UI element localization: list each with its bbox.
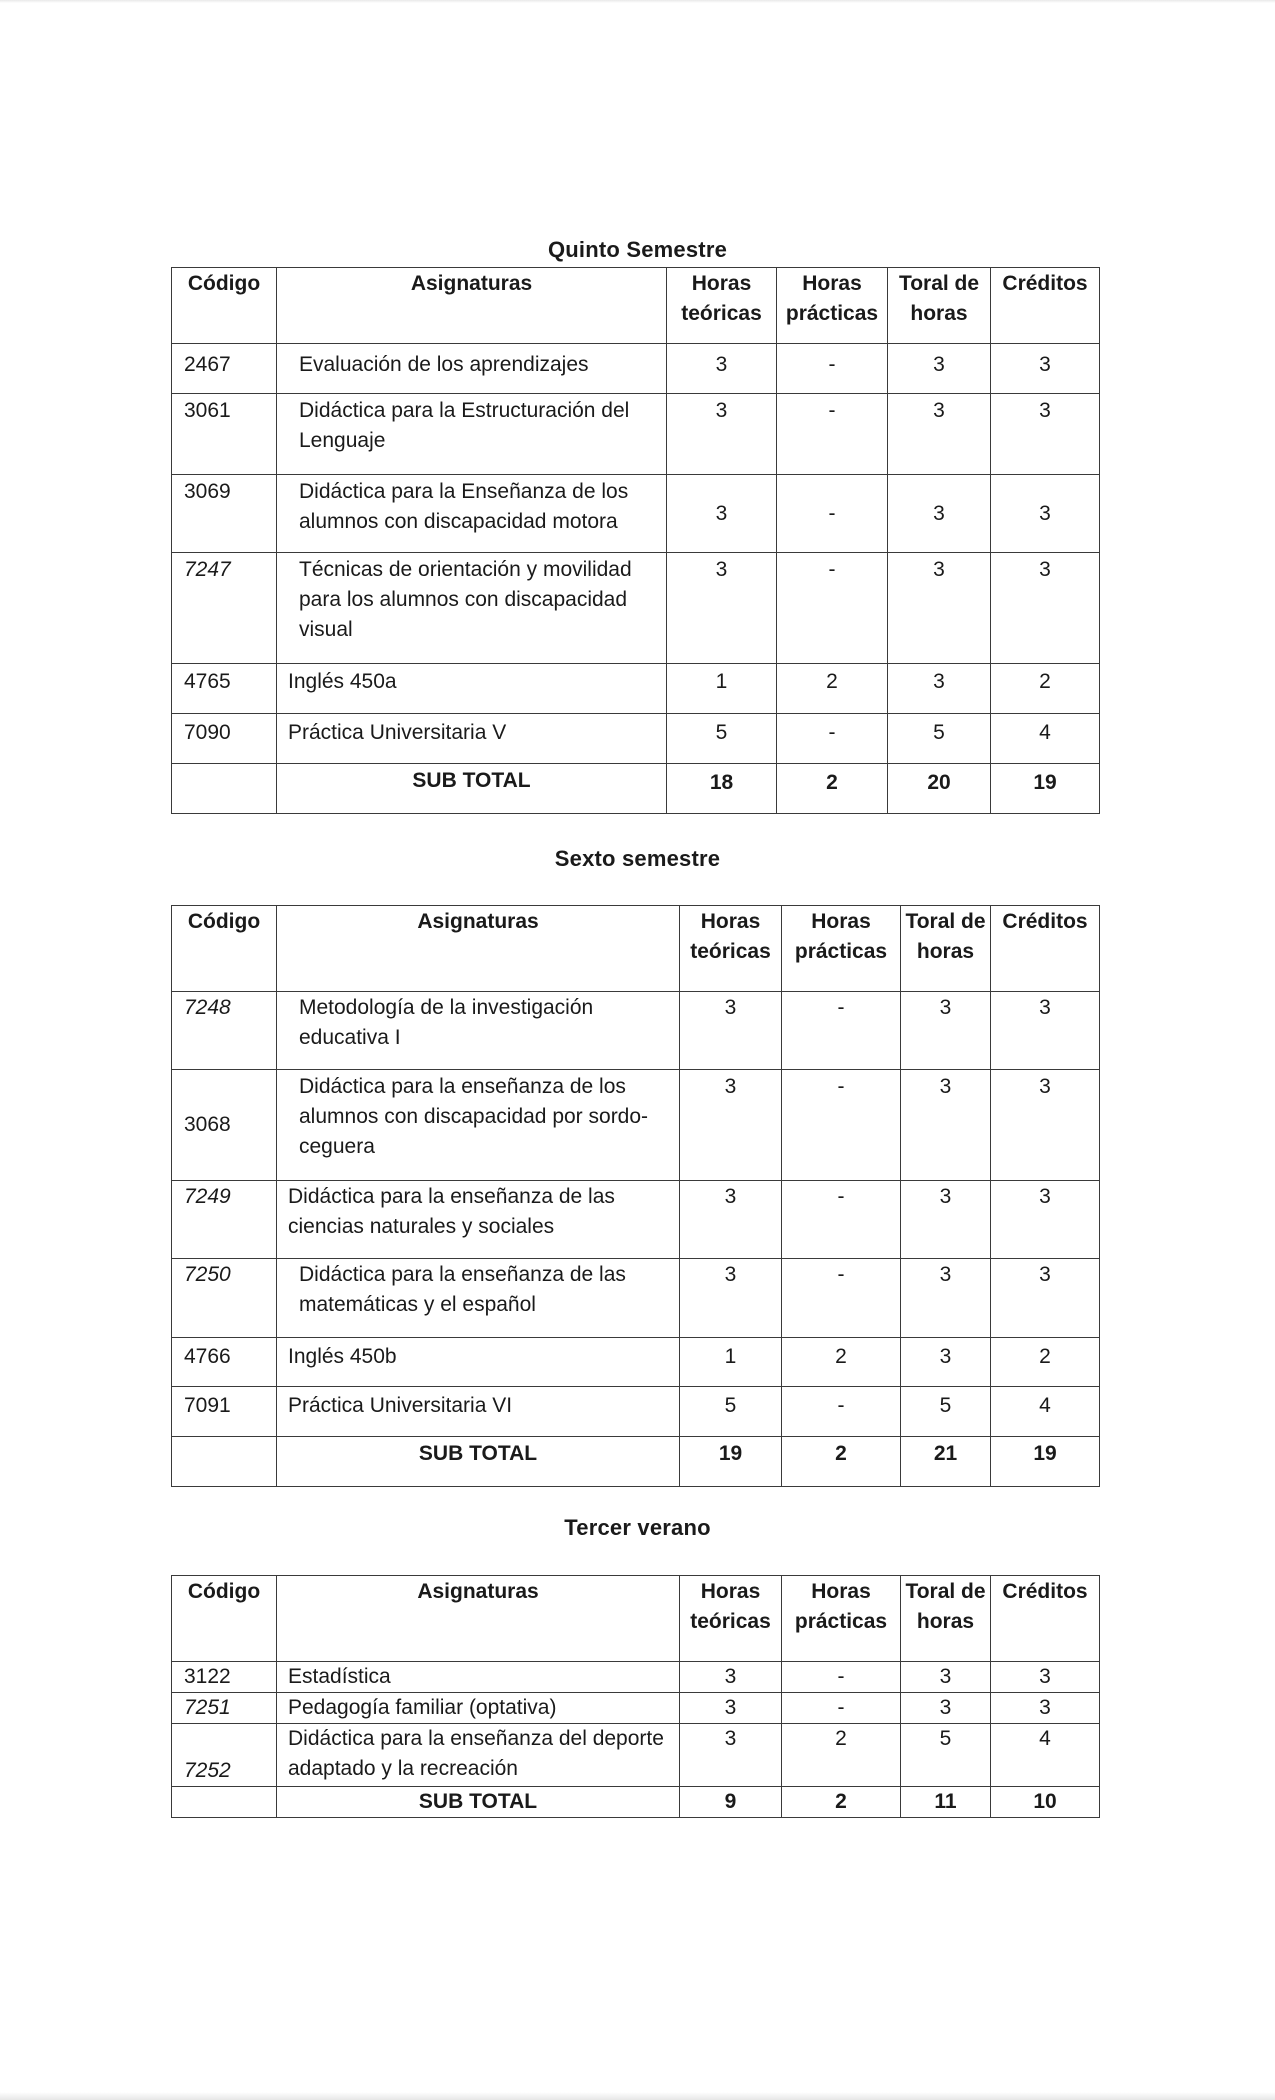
total-horas-value: 3 [888, 344, 991, 394]
table-row [172, 1693, 1100, 1724]
horas-practicas-value: - [777, 475, 888, 553]
horas-practicas-value: - [782, 1693, 901, 1724]
table-row [172, 344, 1100, 394]
table-row [172, 1724, 1100, 1787]
header-total-horas: Toral de horas [901, 1576, 991, 1662]
total-horas-value: 3 [888, 553, 991, 664]
header-codigo: Código [172, 268, 277, 344]
total-horas-value: 3 [901, 1662, 991, 1693]
table-row [172, 714, 1100, 764]
horas-teoricas-value: 3 [680, 1693, 782, 1724]
total-horas-value: 3 [888, 475, 991, 553]
header-total-horas: Toral de horas [901, 906, 991, 992]
total-horas-value: 3 [901, 1181, 991, 1259]
subtotal-label: SUB TOTAL [277, 1787, 680, 1818]
creditos-value: 3 [991, 1662, 1100, 1693]
table-row [172, 1387, 1100, 1437]
horas-practicas-value: - [782, 1662, 901, 1693]
course-code: 3122 [172, 1662, 277, 1693]
subtotal-total-horas: 21 [901, 1437, 991, 1487]
course-subject: Pedagogía familiar (optativa) [277, 1693, 680, 1724]
horas-teoricas-value: 3 [667, 394, 777, 475]
horas-teoricas-value: 3 [680, 1724, 782, 1787]
total-horas-value: 5 [901, 1387, 991, 1437]
horas-practicas-value: - [777, 394, 888, 475]
course-subject: Evaluación de los aprendizajes [277, 344, 667, 394]
table-header-row [172, 906, 1100, 992]
header-asignaturas: Asignaturas [277, 906, 680, 992]
course-subject: Práctica Universitaria V [277, 714, 667, 764]
header-horas-practicas: Horas prácticas [782, 906, 901, 992]
horas-teoricas-value: 3 [667, 344, 777, 394]
total-horas-value: 3 [901, 1070, 991, 1181]
subtotal-horas-practicas: 2 [782, 1787, 901, 1818]
course-subject: Inglés 450a [277, 664, 667, 714]
horas-practicas-value: - [782, 1181, 901, 1259]
total-horas-value: 3 [888, 394, 991, 475]
subtotal-empty-cell [172, 1787, 277, 1818]
header-horas-teoricas: Horas teóricas [680, 906, 782, 992]
course-code: 2467 [172, 344, 277, 394]
horas-teoricas-value: 1 [667, 664, 777, 714]
creditos-value: 3 [991, 344, 1100, 394]
table-row [172, 1662, 1100, 1693]
horas-teoricas-value: 3 [667, 553, 777, 664]
course-code: 7091 [172, 1387, 277, 1437]
table-row [172, 992, 1100, 1070]
table-row [172, 1338, 1100, 1387]
course-subject: Didáctica para la Enseñanza de los alumnos con discapacidad motora [277, 475, 667, 553]
course-subject: Didáctica para la enseñanza del deporte adaptado y la recreación [277, 1724, 680, 1787]
course-subject: Estadística [277, 1662, 680, 1693]
table-row [172, 553, 1100, 664]
horas-practicas-value: 2 [782, 1338, 901, 1387]
header-codigo: Código [172, 906, 277, 992]
course-code: 7249 [172, 1181, 277, 1259]
subtotal-creditos: 10 [991, 1787, 1100, 1818]
subtotal-row [172, 1787, 1100, 1818]
horas-teoricas-value: 3 [680, 1662, 782, 1693]
subtotal-creditos: 19 [991, 764, 1100, 814]
horas-practicas-value: 2 [777, 664, 888, 714]
course-subject: Práctica Universitaria VI [277, 1387, 680, 1437]
subtotal-horas-practicas: 2 [777, 764, 888, 814]
horas-teoricas-value: 3 [680, 992, 782, 1070]
horas-teoricas-value: 3 [680, 1181, 782, 1259]
header-asignaturas: Asignaturas [277, 1576, 680, 1662]
header-horas-practicas: Horas prácticas [782, 1576, 901, 1662]
subtotal-empty-cell [172, 1437, 277, 1487]
course-code: 7250 [172, 1259, 277, 1338]
subtotal-horas-teoricas: 18 [667, 764, 777, 814]
horas-teoricas-value: 3 [680, 1259, 782, 1338]
horas-practicas-value: - [777, 553, 888, 664]
total-horas-value: 5 [901, 1724, 991, 1787]
table-row [172, 475, 1100, 553]
course-code: 7248 [172, 992, 277, 1070]
course-code: 4765 [172, 664, 277, 714]
course-code: 3068 [172, 1070, 277, 1181]
section-title-tercer-verano: Tercer verano [564, 1515, 711, 1540]
subtotal-total-horas: 20 [888, 764, 991, 814]
creditos-value: 3 [991, 1259, 1100, 1338]
course-subject: Metodología de la investigación educativa I [277, 992, 680, 1070]
table-header-row [172, 268, 1100, 344]
horas-practicas-value: - [782, 1259, 901, 1338]
header-horas-teoricas: Horas teóricas [667, 268, 777, 344]
table-row [172, 394, 1100, 475]
subtotal-horas-teoricas: 9 [680, 1787, 782, 1818]
course-subject: Inglés 450b [277, 1338, 680, 1387]
table-tercer-verano [171, 1575, 1100, 1818]
header-asignaturas: Asignaturas [277, 268, 667, 344]
creditos-value: 3 [991, 992, 1100, 1070]
creditos-value: 4 [991, 1387, 1100, 1437]
table-row [172, 1070, 1100, 1181]
creditos-value: 4 [991, 714, 1100, 764]
course-subject: Didáctica para la enseñanza de las ciencias naturales y sociales [277, 1181, 680, 1259]
header-horas-practicas: Horas prácticas [777, 268, 888, 344]
horas-teoricas-value: 3 [667, 475, 777, 553]
creditos-value: 2 [991, 664, 1100, 714]
creditos-value: 4 [991, 1724, 1100, 1787]
creditos-value: 3 [991, 394, 1100, 475]
subtotal-total-horas: 11 [901, 1787, 991, 1818]
horas-practicas-value: - [782, 1070, 901, 1181]
total-horas-value: 3 [901, 992, 991, 1070]
section-title-sexto: Sexto semestre [554, 846, 721, 871]
horas-teoricas-value: 3 [680, 1070, 782, 1181]
course-code: 7251 [172, 1693, 277, 1724]
header-codigo: Código [172, 1576, 277, 1662]
horas-practicas-value: - [777, 344, 888, 394]
header-creditos: Créditos [991, 906, 1100, 992]
subtotal-horas-practicas: 2 [782, 1437, 901, 1487]
section-title-quinto: Quinto Semestre [547, 237, 728, 262]
table-sexto-semestre [171, 905, 1100, 1487]
header-creditos: Créditos [991, 1576, 1100, 1662]
table-row [172, 1259, 1100, 1338]
course-subject: Didáctica para la Estructuración del Lenguaje [277, 394, 667, 475]
course-code: 7247 [172, 553, 277, 664]
creditos-value: 3 [991, 1693, 1100, 1724]
course-subject: Técnicas de orientación y movilidad para los alumnos con discapacidad visual [277, 553, 667, 664]
creditos-value: 3 [991, 1181, 1100, 1259]
horas-practicas-value: - [782, 992, 901, 1070]
total-horas-value: 3 [901, 1338, 991, 1387]
creditos-value: 2 [991, 1338, 1100, 1387]
total-horas-value: 3 [901, 1693, 991, 1724]
horas-teoricas-value: 1 [680, 1338, 782, 1387]
creditos-value: 3 [991, 475, 1100, 553]
table-quinto-semestre [171, 267, 1100, 814]
subtotal-empty-cell [172, 764, 277, 814]
table-header-row [172, 1576, 1100, 1662]
header-total-horas: Toral de horas [888, 268, 991, 344]
horas-practicas-value: 2 [782, 1724, 901, 1787]
total-horas-value: 3 [888, 664, 991, 714]
course-subject: Didáctica para la enseñanza de los alumnos con discapacidad por sordo-ceguera [277, 1070, 680, 1181]
subtotal-horas-teoricas: 19 [680, 1437, 782, 1487]
total-horas-value: 5 [888, 714, 991, 764]
horas-teoricas-value: 5 [680, 1387, 782, 1437]
subtotal-row [172, 764, 1100, 814]
course-code: 3069 [172, 475, 277, 553]
header-horas-teoricas: Horas teóricas [680, 1576, 782, 1662]
subtotal-creditos: 19 [991, 1437, 1100, 1487]
header-creditos: Créditos [991, 268, 1100, 344]
horas-practicas-value: - [782, 1387, 901, 1437]
horas-practicas-value: - [777, 714, 888, 764]
creditos-value: 3 [991, 553, 1100, 664]
subtotal-label: SUB TOTAL [277, 764, 667, 814]
table-row [172, 664, 1100, 714]
creditos-value: 3 [991, 1070, 1100, 1181]
course-code: 3061 [172, 394, 277, 475]
table-row [172, 1181, 1100, 1259]
total-horas-value: 3 [901, 1259, 991, 1338]
scan-edge-bottom [0, 2092, 1275, 2100]
scan-edge-top [0, 0, 1275, 3]
subtotal-row [172, 1437, 1100, 1487]
course-code: 7090 [172, 714, 277, 764]
subtotal-label: SUB TOTAL [277, 1437, 680, 1487]
horas-teoricas-value: 5 [667, 714, 777, 764]
course-subject: Didáctica para la enseñanza de las matemáticas y el español [277, 1259, 680, 1338]
course-code: 4766 [172, 1338, 277, 1387]
course-code: 7252 [172, 1724, 277, 1787]
